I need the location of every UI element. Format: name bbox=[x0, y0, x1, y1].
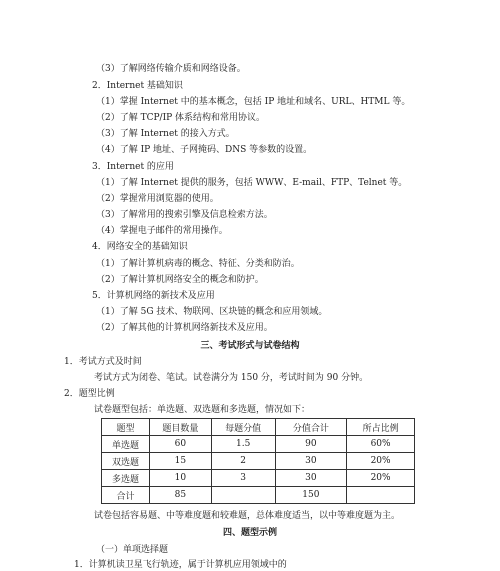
item-title: 1．考试方式及时间 bbox=[64, 357, 142, 367]
table-cell: 90 bbox=[275, 436, 347, 453]
list-line: （3）了解常用的搜索引擎及信息检索方法。 bbox=[96, 210, 273, 220]
table-cell: 30 bbox=[275, 470, 347, 487]
table-cell: 单选题 bbox=[102, 436, 150, 453]
table-row bbox=[102, 470, 415, 487]
table-cell bbox=[347, 487, 415, 504]
table-cell: 15 bbox=[150, 453, 212, 470]
item-body: 考试方式为闭卷、笔试。试卷满分为 150 分，考试时间为 90 分钟。 bbox=[94, 373, 369, 383]
table-cell: 1.5 bbox=[211, 436, 275, 453]
list-line: （2）了解 TCP/IP 体系结构和常用协议。 bbox=[96, 113, 266, 123]
subheading: 3．Internet 的应用 bbox=[92, 162, 174, 172]
list-line: （1）了解 5G 技术、物联网、区块链的概念和应用领域。 bbox=[96, 307, 328, 317]
col-header: 每题分值 bbox=[211, 419, 275, 436]
col-header: 分值合计 bbox=[275, 419, 347, 436]
question-line: 1．计算机读卫星飞行轨迹，属于计算机应用领域中的 bbox=[74, 560, 287, 570]
list-line: （4）了解 IP 地址、子网掩码、DNS 等参数的设置。 bbox=[96, 145, 313, 155]
table-row bbox=[102, 436, 415, 453]
list-line: （3）了解 Internet 的接入方式。 bbox=[96, 129, 235, 139]
table-cell: 150 bbox=[275, 487, 347, 504]
list-line: （2）掌握常用浏览器的使用。 bbox=[96, 194, 219, 204]
item-title: 2．题型比例 bbox=[64, 389, 115, 399]
section-heading: 四、题型示例 bbox=[222, 528, 277, 538]
table-total-row bbox=[102, 487, 415, 504]
table-cell: 60% bbox=[347, 436, 415, 453]
table-row bbox=[102, 453, 415, 470]
table-cell: 60 bbox=[150, 436, 212, 453]
question-type-table bbox=[101, 418, 415, 504]
table-cell: 多选题 bbox=[102, 470, 150, 487]
list-line: （4）掌握电子邮件的常用操作。 bbox=[96, 226, 228, 236]
list-line: （2）了解其他的计算机网络新技术及应用。 bbox=[96, 323, 273, 333]
table-cell bbox=[211, 487, 275, 504]
subheading: 4．网络安全的基础知识 bbox=[92, 242, 188, 252]
table-cell: 85 bbox=[150, 487, 212, 504]
table-cell: 双选题 bbox=[102, 453, 150, 470]
subsection-title: （一）单项选择题 bbox=[96, 545, 169, 555]
table-intro: 试卷题型包括：单选题、双选题和多选题，情况如下： bbox=[94, 405, 311, 415]
table-cell: 10 bbox=[150, 470, 212, 487]
table-cell: 20% bbox=[347, 470, 415, 487]
col-header: 题型 bbox=[102, 419, 150, 436]
list-line: （1）了解 Internet 提供的服务，包括 WWW、E-mail、FTP、Telnet 等。 bbox=[96, 178, 408, 188]
table-cell: 20% bbox=[347, 453, 415, 470]
list-line: （2）了解计算机网络安全的概念和防护。 bbox=[96, 275, 264, 285]
list-line: （1）掌握 Internet 中的基本概念，包括 IP 地址和域名、URL、HTML 等。 bbox=[96, 97, 411, 107]
table-cell: 30 bbox=[275, 453, 347, 470]
section-heading: 三、考试形式与试卷结构 bbox=[200, 341, 300, 351]
subheading: 2．Internet 基础知识 bbox=[92, 81, 183, 91]
table-header-row bbox=[102, 419, 415, 436]
table-cell: 合计 bbox=[102, 487, 150, 504]
col-header: 题目数量 bbox=[150, 419, 212, 436]
list-line: （3）了解网络传输介质和网络设备。 bbox=[96, 64, 246, 74]
subheading: 5．计算机网络的新技术及应用 bbox=[92, 291, 215, 301]
col-header: 所占比例 bbox=[347, 419, 415, 436]
table-cell: 3 bbox=[211, 470, 275, 487]
list-line: （1）了解计算机病毒的概念、特征、分类和防治。 bbox=[96, 259, 300, 269]
table-cell: 2 bbox=[211, 453, 275, 470]
difficulty-note: 试卷包括容易题、中等难度题和较难题，总体难度适当，以中等难度题为主。 bbox=[94, 511, 401, 521]
